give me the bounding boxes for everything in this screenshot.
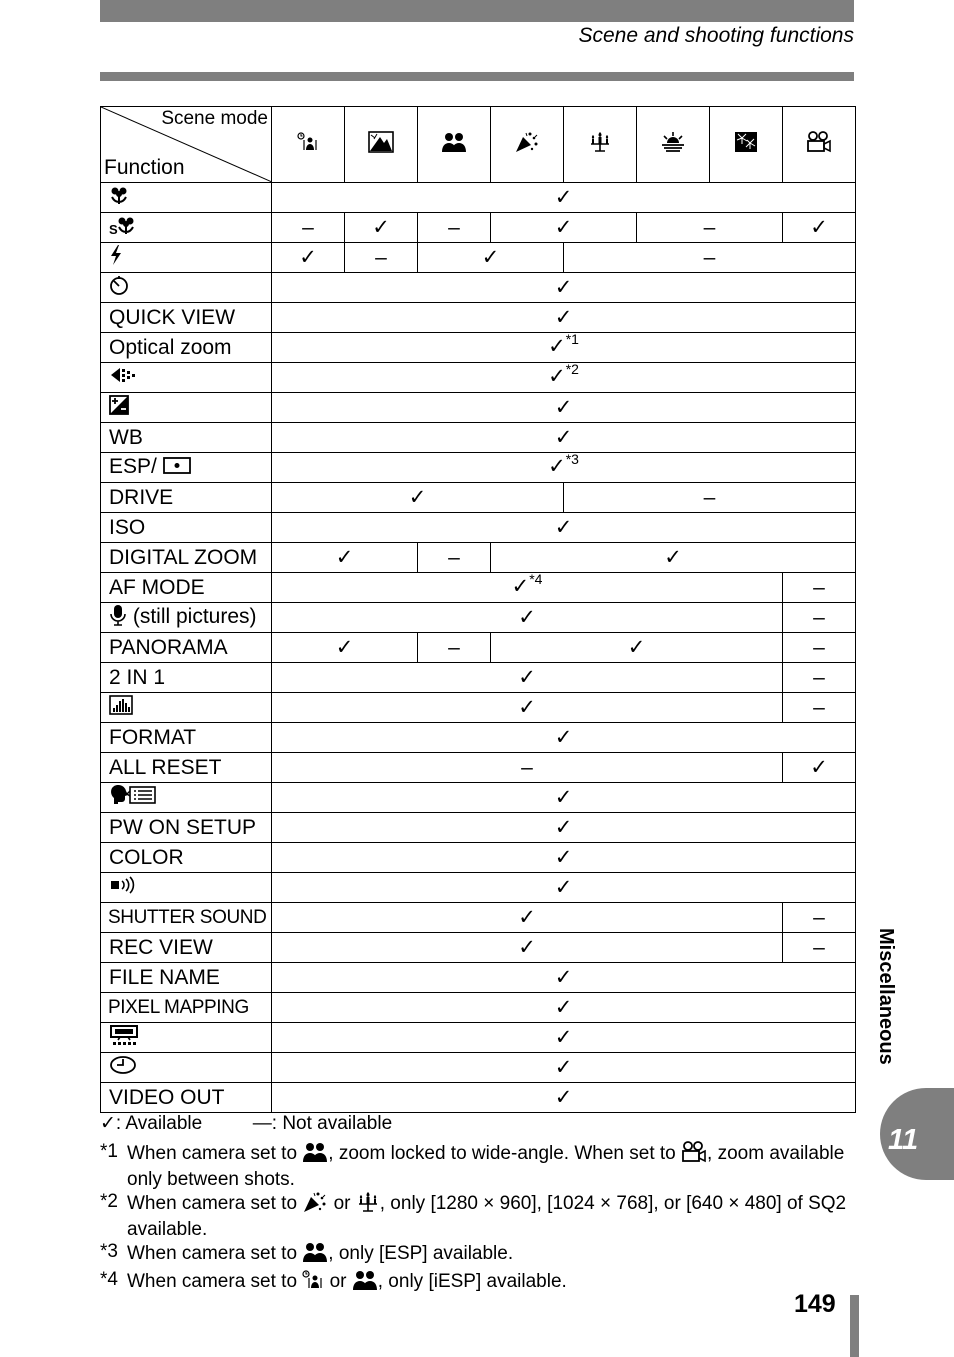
available-mark: ✓ <box>554 845 573 869</box>
available-mark: ✓ <box>554 305 573 329</box>
language-icon <box>109 785 157 810</box>
availability-cell <box>783 573 856 603</box>
table-row <box>101 423 856 453</box>
function-label: WB <box>109 425 143 449</box>
spot-metering-icon <box>163 456 191 479</box>
available-mark: ✓ <box>554 1055 573 1079</box>
footnote-id: *3 <box>100 1241 118 1262</box>
top-bar <box>100 0 854 22</box>
scene-self-portrait-icon <box>302 1241 328 1269</box>
footnote-ref: *3 <box>565 451 579 467</box>
availability-cell <box>272 393 856 423</box>
available-mark: ✓ <box>408 485 427 509</box>
available-mark: ✓ <box>554 395 573 419</box>
available-mark: ✓ <box>518 665 536 689</box>
availability-cell <box>272 993 856 1023</box>
beep-icon <box>109 875 137 900</box>
available-mark: ✓ <box>518 695 536 719</box>
table-row <box>101 1083 856 1113</box>
function-label: FILE NAME <box>109 965 220 989</box>
available-mark: ✓ <box>627 635 646 659</box>
available-mark: ✓ <box>554 275 573 299</box>
footnote-id: *2 <box>100 1191 118 1212</box>
availability-cell <box>272 453 856 483</box>
available-mark: ✓ <box>372 215 390 239</box>
function-label: ISO <box>109 515 146 539</box>
available-mark: ✓ <box>554 785 573 809</box>
available-mark: ✓ <box>518 935 536 959</box>
function-cell <box>101 993 272 1023</box>
not-available-mark: – <box>813 635 825 659</box>
availability-cell <box>272 183 856 213</box>
available-mark: ✓ <box>554 995 573 1019</box>
scene-candle-icon <box>588 131 612 158</box>
function-cell <box>101 933 272 963</box>
chapter-tab <box>880 1088 954 1180</box>
function-cell <box>101 903 272 933</box>
availability-cell <box>272 603 783 633</box>
table-row <box>101 273 856 303</box>
footnote-text: , only [ESP] available. <box>328 1243 514 1264</box>
not-available-mark: – <box>448 635 460 659</box>
footnote-text: , only [iESP] available. <box>377 1271 567 1292</box>
available-mark: ✓ <box>518 905 536 929</box>
scene-header-cell <box>783 107 856 183</box>
table-row <box>101 393 856 423</box>
scene-sunset-icon <box>660 131 686 158</box>
legend <box>100 1112 392 1135</box>
flash-icon <box>109 244 123 271</box>
footnote-text: When camera set to <box>127 1243 303 1264</box>
available-mark: ✓ <box>554 515 573 539</box>
availability-cell <box>272 753 783 783</box>
function-label: PANORAMA <box>109 635 228 659</box>
availability-cell <box>272 933 783 963</box>
function-cell <box>101 573 272 603</box>
available-mark: ✓ <box>299 245 317 269</box>
function-cell <box>101 213 272 243</box>
scene-self-portrait-icon <box>352 1269 378 1297</box>
availability-cell <box>418 243 564 273</box>
legend-not-available-mark: — <box>252 1113 272 1134</box>
function-cell <box>101 183 272 213</box>
function-label: (still pictures) <box>127 605 257 629</box>
available-mark: ✓ <box>554 185 573 209</box>
page-number: 149 <box>794 1290 836 1318</box>
availability-cell <box>272 543 418 573</box>
scene-indoor-party-icon <box>302 1191 328 1219</box>
scene-header-cell <box>272 107 345 183</box>
table-row <box>101 213 856 243</box>
legend-available-text: : Available <box>115 1113 203 1134</box>
scene-header-cell <box>637 107 710 183</box>
availability-cell <box>272 843 856 873</box>
table-header-row <box>101 107 856 183</box>
macro-icon <box>109 185 129 210</box>
footnote-ref: *1 <box>565 331 579 347</box>
scene-self-portrait-icon <box>441 131 467 158</box>
function-label: VIDEO OUT <box>109 1085 225 1109</box>
available-mark: ✓ <box>548 335 566 358</box>
table-row <box>101 243 856 273</box>
scene-header-cell <box>710 107 783 183</box>
availability-cell <box>272 873 856 903</box>
function-label: QUICK VIEW <box>109 305 236 329</box>
footnote-text: When camera set to <box>127 1193 303 1214</box>
availability-cell <box>272 243 345 273</box>
function-cell <box>101 663 272 693</box>
function-cell <box>101 813 272 843</box>
not-available-mark: – <box>813 935 825 959</box>
function-cell <box>101 873 272 903</box>
table-row <box>101 783 856 813</box>
availability-cell <box>272 483 564 513</box>
function-label: REC VIEW <box>109 935 213 959</box>
function-cell <box>101 1083 272 1113</box>
table-row <box>101 183 856 213</box>
function-cell <box>101 1023 272 1053</box>
image-quality-icon <box>109 366 137 389</box>
clock-icon <box>109 1055 137 1080</box>
function-cell <box>101 483 272 513</box>
function-cell <box>101 243 272 273</box>
availability-cell <box>272 423 856 453</box>
table-row <box>101 903 856 933</box>
function-cell <box>101 843 272 873</box>
not-available-mark: – <box>703 485 716 509</box>
availability-cell <box>272 333 856 363</box>
available-mark: ✓ <box>518 605 536 629</box>
not-available-mark: – <box>448 215 460 239</box>
availability-cell <box>637 213 783 243</box>
table-row <box>101 993 856 1023</box>
function-cell <box>101 753 272 783</box>
availability-cell <box>272 723 856 753</box>
table-row <box>101 603 856 633</box>
footnote-text: or <box>328 1193 356 1214</box>
available-mark: ✓ <box>810 215 828 239</box>
availability-cell <box>272 1023 856 1053</box>
exposure-compensation-icon <box>109 395 129 420</box>
super-macro-icon <box>109 215 135 240</box>
table-row <box>101 483 856 513</box>
histogram-icon <box>109 695 133 720</box>
not-available-mark: – <box>448 545 460 569</box>
function-cell <box>101 363 272 393</box>
function-cell <box>101 543 272 573</box>
microphone-icon <box>109 604 127 631</box>
scene-indoor-party-icon <box>514 131 540 158</box>
function-label: DRIVE <box>109 485 174 509</box>
not-available-mark: – <box>703 215 716 239</box>
chapter-number: 11 <box>888 1124 919 1156</box>
availability-cell <box>564 243 856 273</box>
not-available-mark: – <box>813 665 825 689</box>
available-mark: ✓ <box>548 455 566 478</box>
available-mark: ✓ <box>511 575 530 598</box>
available-mark: ✓ <box>554 965 573 989</box>
header-rule <box>100 72 854 81</box>
availability-cell <box>272 963 856 993</box>
not-available-mark: – <box>703 245 716 269</box>
function-label: 2 IN 1 <box>109 665 166 689</box>
availability-cell <box>491 633 783 663</box>
availability-cell <box>418 213 491 243</box>
function-cell <box>101 273 272 303</box>
not-available-mark: – <box>813 605 825 629</box>
availability-cell <box>491 213 637 243</box>
available-mark: ✓ <box>554 725 573 749</box>
not-available-mark: – <box>521 755 533 779</box>
availability-cell <box>783 903 856 933</box>
function-label: FORMAT <box>109 725 197 749</box>
not-available-mark: – <box>813 905 825 929</box>
table-row <box>101 873 856 903</box>
scene-header-cell <box>564 107 637 183</box>
scene-header-cell <box>418 107 491 183</box>
table-row <box>101 843 856 873</box>
table-row <box>101 963 856 993</box>
availability-cell <box>272 1053 856 1083</box>
availability-cell <box>564 483 856 513</box>
scene-header-cell <box>491 107 564 183</box>
scene-fireworks-icon <box>734 131 758 158</box>
availability-cell <box>272 903 783 933</box>
footnote-id: *1 <box>100 1141 118 1162</box>
footnote-ref: *4 <box>529 571 543 587</box>
available-mark: ✓ <box>554 1085 573 1109</box>
section-title: Scene and shooting functions <box>578 24 854 47</box>
table-row <box>101 453 856 483</box>
available-mark: ✓ <box>664 545 682 569</box>
page-edge-bar <box>850 1295 859 1357</box>
side-tab-text: Miscellaneous <box>875 928 897 1065</box>
available-mark: ✓ <box>554 215 573 239</box>
scene-portrait-auto-icon <box>302 1269 324 1297</box>
table-row <box>101 633 856 663</box>
function-cell <box>101 603 272 633</box>
table-row <box>101 543 856 573</box>
availability-cell <box>783 693 856 723</box>
function-label: ESP/ <box>109 455 163 479</box>
footnote <box>100 1191 860 1241</box>
availability-cell <box>418 543 491 573</box>
footnote-text: or <box>324 1271 352 1292</box>
availability-cell <box>272 303 856 333</box>
footnote-ref: *2 <box>565 361 579 377</box>
availability-cell <box>783 633 856 663</box>
availability-cell <box>272 363 856 393</box>
availability-cell <box>272 663 783 693</box>
availability-cell <box>783 603 856 633</box>
not-available-mark: – <box>813 695 825 719</box>
table-row <box>101 303 856 333</box>
availability-cell <box>272 783 856 813</box>
scene-movie-icon <box>681 1141 707 1169</box>
availability-cell <box>345 213 418 243</box>
available-mark: ✓ <box>335 545 354 569</box>
availability-cell <box>272 213 345 243</box>
function-cell <box>101 1053 272 1083</box>
monitor-brightness-icon <box>109 1024 139 1051</box>
table-row <box>101 753 856 783</box>
function-cell <box>101 333 272 363</box>
function-cell <box>101 453 272 483</box>
availability-cell <box>783 213 856 243</box>
availability-cell <box>418 633 491 663</box>
legend-available-mark: ✓ <box>100 1113 116 1134</box>
availability-cell <box>272 273 856 303</box>
footnote-id: *4 <box>100 1269 118 1290</box>
available-mark: ✓ <box>554 425 573 449</box>
availability-cell <box>272 573 783 603</box>
availability-cell <box>272 813 856 843</box>
table-row <box>101 513 856 543</box>
table-row <box>101 1023 856 1053</box>
availability-cell <box>272 513 856 543</box>
function-cell <box>101 393 272 423</box>
table-row <box>101 573 856 603</box>
available-mark: ✓ <box>481 245 500 269</box>
function-label: PW ON SETUP <box>109 815 257 839</box>
table-corner-cell <box>101 107 272 183</box>
table-row <box>101 813 856 843</box>
table-row <box>101 693 856 723</box>
function-label: SHUTTER SOUND <box>108 906 267 928</box>
footnote-text: When camera set to <box>127 1271 303 1292</box>
function-cell <box>101 303 272 333</box>
function-label: PIXEL MAPPING <box>108 996 249 1018</box>
availability-cell <box>783 753 856 783</box>
function-label: COLOR <box>109 845 184 869</box>
available-mark: ✓ <box>554 1025 573 1049</box>
table-row <box>101 363 856 393</box>
availability-cell <box>783 663 856 693</box>
scene-movie-icon <box>806 131 832 158</box>
footnote <box>100 1269 860 1297</box>
function-cell <box>101 633 272 663</box>
footnote <box>100 1141 860 1191</box>
table-row <box>101 663 856 693</box>
not-available-mark: – <box>302 215 314 239</box>
availability-cell <box>491 543 856 573</box>
available-mark: ✓ <box>335 635 354 659</box>
table-row <box>101 723 856 753</box>
available-mark: ✓ <box>548 365 566 388</box>
function-label: AF MODE <box>109 575 205 599</box>
footnote-text: When camera set to <box>127 1143 303 1164</box>
self-timer-icon <box>109 275 129 300</box>
function-cell <box>101 423 272 453</box>
function-cell <box>101 513 272 543</box>
scene-header-cell <box>345 107 418 183</box>
available-mark: ✓ <box>810 755 828 779</box>
scene-landscape-portrait-icon <box>368 131 394 158</box>
not-available-mark: – <box>375 245 387 269</box>
svg-text:S: S <box>109 222 118 235</box>
corner-function-label: Function <box>104 156 185 179</box>
availability-cell <box>783 933 856 963</box>
scene-portrait-auto-icon <box>297 131 319 158</box>
legend-not-available-text: : Not available <box>271 1113 393 1134</box>
function-label: ALL RESET <box>109 755 222 779</box>
footnote <box>100 1241 860 1269</box>
scene-self-portrait-icon <box>302 1141 328 1169</box>
not-available-mark: – <box>813 575 825 599</box>
table-row <box>101 1053 856 1083</box>
scene-function-table <box>100 106 856 1113</box>
function-cell <box>101 963 272 993</box>
function-label: Optical zoom <box>109 335 232 359</box>
function-label: DIGITAL ZOOM <box>109 545 258 569</box>
footnotes <box>100 1141 860 1297</box>
function-cell <box>101 783 272 813</box>
footnote-text: , only [1280 × 960], [1024 × 768], or [640 × 480] of SQ2 available. <box>127 1193 847 1240</box>
side-tab-label <box>875 928 912 1088</box>
availability-cell <box>272 693 783 723</box>
available-mark: ✓ <box>554 815 573 839</box>
availability-cell <box>272 633 418 663</box>
table-row <box>101 333 856 363</box>
function-cell <box>101 693 272 723</box>
scene-candle-icon <box>356 1191 380 1219</box>
availability-cell <box>345 243 418 273</box>
footnote-text: , zoom locked to wide-angle. When set to <box>328 1143 682 1164</box>
footnote-text: , zoom available only between shots. <box>127 1143 845 1190</box>
availability-cell <box>272 1083 856 1113</box>
corner-scene-mode-label: Scene mode <box>161 108 268 129</box>
table-row <box>101 933 856 963</box>
function-cell <box>101 723 272 753</box>
available-mark: ✓ <box>554 875 573 899</box>
